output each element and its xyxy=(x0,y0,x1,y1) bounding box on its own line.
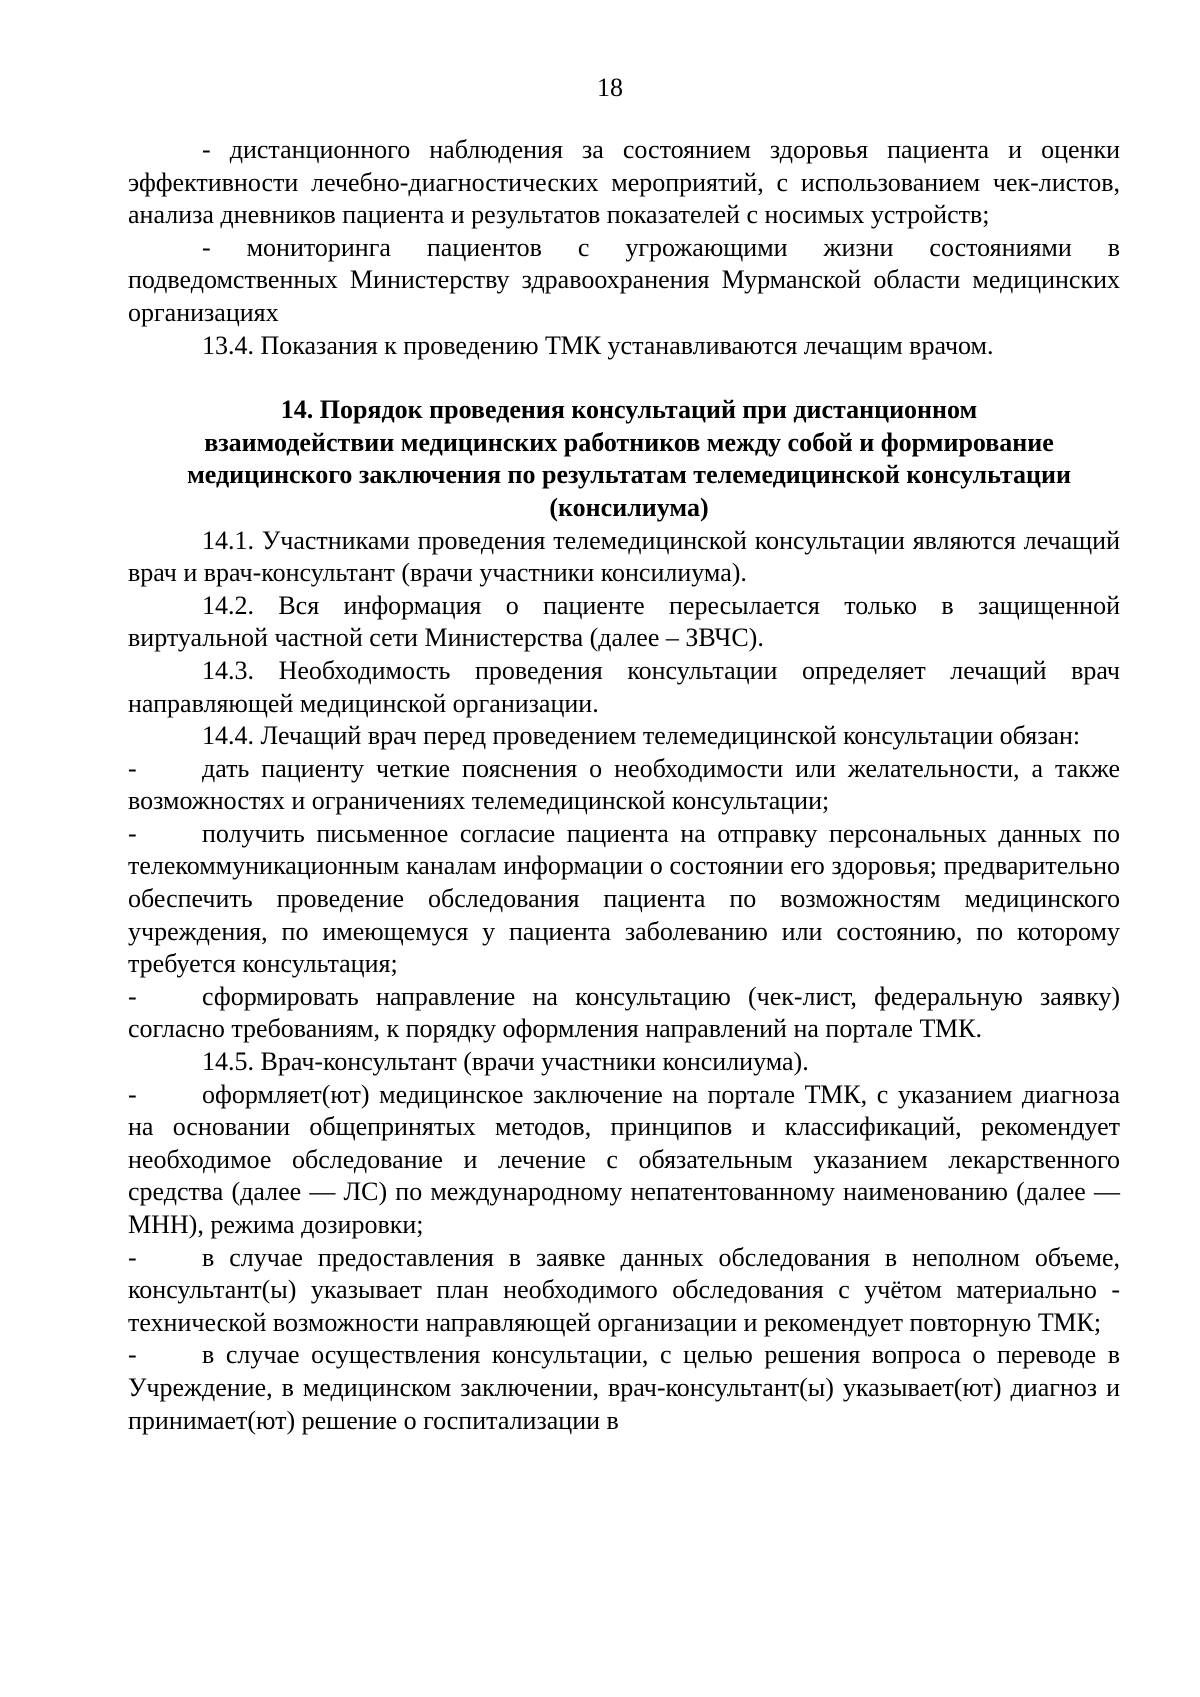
paragraph-14-3: 14.3. Необходимость проведения консультации определяет лечащий врач направляющей медицинской организации. xyxy=(128,655,1120,718)
document-body xyxy=(128,134,1120,1437)
list-item-referral xyxy=(128,981,1120,1046)
dash-marker: - xyxy=(128,1340,137,1370)
dash-marker: - xyxy=(128,753,137,783)
list-item-conclusion xyxy=(128,1079,1120,1242)
paragraph-13-4: 13.4. Показания к проведению ТМК устанавливаются лечащим врачом. xyxy=(202,330,994,360)
heading-line: (консилиума) xyxy=(549,492,709,522)
list-item-text: дать пациенту четкие пояснения о необходимости или желательности, а также возможностях и ограничениях телемедицинской консультации; xyxy=(128,753,1120,816)
paragraph-14-5: 14.5. Врач-консультант (врачи участники консилиума). xyxy=(202,1047,809,1077)
dash-marker: - xyxy=(128,818,137,848)
list-item-text: в случае осуществления консультации, с целью решения вопроса о переводе в Учреждение, в медицинском заключении, врач-консультант(ы) указывает(ют) диагноз и принимает(ют) решение о госпитализации в xyxy=(128,1340,1120,1435)
list-item-incomplete-data xyxy=(128,1242,1120,1340)
paragraph-14-2: 14.2. Вся информация о пациенте пересылается только в защищенной виртуальной частной сети Министерства (далее – ЗВЧС). xyxy=(128,590,1120,653)
paragraph-14-4: 14.4. Лечащий врач перед проведением телемедицинской консультации обязан: xyxy=(202,721,1081,751)
dash-marker: - xyxy=(128,1242,137,1272)
list-item-text: оформляет(ют) медицинское заключение на портале ТМК, с указанием диагноза на основании общепринятых методов, принципов и классификаций, рекомендует необходимое обследование и лечение с обязательным указанием лекарственного средства (далее — ЛС) по международному непатентованному наименованию (далее — МНН), режима дозировки; xyxy=(128,1079,1120,1239)
list-item-text: в случае предоставления в заявке данных обследования в неполном объеме, консультант(ы) указывает план необходимого обследования с учётом материально - технической возможности направляющей организации и рекомендует повторную ТМК; xyxy=(128,1242,1120,1337)
list-item-explain xyxy=(128,753,1120,818)
heading-line: медицинского заключения по результатам телемедицинской консультации xyxy=(187,460,1071,490)
list-item-text: сформировать направление на консультацию (чек-лист, федеральную заявку) согласно требованиям, к порядку оформления направлений на портале ТМК. xyxy=(128,981,1120,1044)
list-item-text: получить письменное согласие пациента на отправку персональных данных по телекоммуникационным каналам информации о состоянии его здоровья; предварительно обеспечить проведение обследования пациента по возможностям медицинского учреждения, по имеющемуся у пациента заболеванию или состоянию, по которому требуется консультация; xyxy=(128,818,1120,979)
dash-marker: - xyxy=(128,981,137,1011)
paragraph-14-1: 14.1. Участниками проведения телемедицинской консультации являются лечащий врач и врач-консультант (врачи участники консилиума). xyxy=(128,525,1120,588)
list-item-transfer xyxy=(128,1339,1120,1437)
heading-line: 14. Порядок проведения консультаций при дистанционном xyxy=(280,395,978,425)
paragraph-remote-monitoring: - дистанционного наблюдения за состоянием здоровья пациента и оценки эффективности лечебно-диагностических мероприятий, с использованием чек-листов, анализа дневников пациента и результатов показателей с носимых устройств; xyxy=(128,135,1120,230)
paragraph-critical-monitoring: - мониторинга пациентов с угрожающими жизни состояниями в подведомственных Министерству здравоохранения Мурманской области медицинских организациях xyxy=(128,232,1120,327)
heading-line: взаимодействии медицинских работников между собой и формирование xyxy=(204,427,1054,457)
list-item-consent xyxy=(128,818,1120,981)
page-number: 18 xyxy=(597,73,623,102)
dash-marker: - xyxy=(128,1079,137,1109)
section-heading-14 xyxy=(128,394,1120,524)
